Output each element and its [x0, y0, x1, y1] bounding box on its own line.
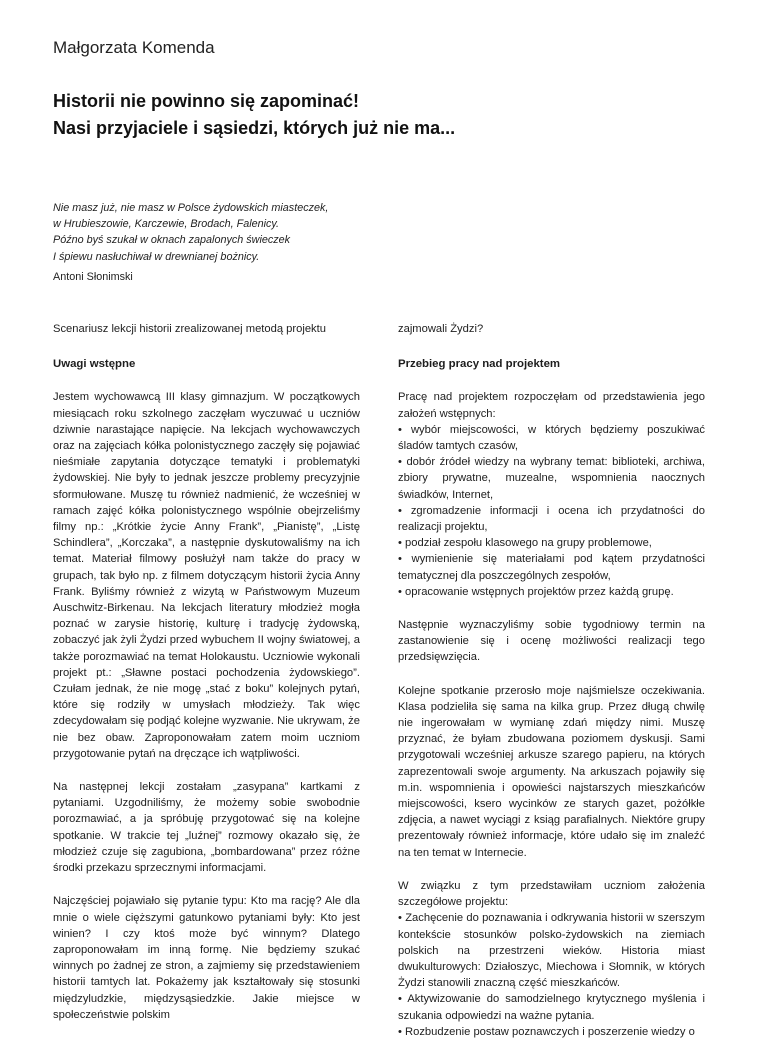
- epigraph-line: Nie masz już, nie masz w Polsce żydowskich miasteczek,: [53, 202, 329, 214]
- body-paragraph: Na następnej lekcji zostałam „zasypana” kartkami z pytaniami. Uzgodniliśmy, że możemy sobie swobodnie porozmawiać, a ja spróbuję przygotować się na kolejne spotkanie. W trakcie tej „luźnej” rozmowy okazało się, że młodzież czuje się zagubiona, „bombardowana” przez różne środki przekazu sprzecznymi informacjami.: [53, 781, 360, 875]
- section-heading-uwagi: Uwagi wstępne: [53, 358, 136, 371]
- bullet-item: • dobór źródeł wiedzy na wybrany temat: biblioteki, archiwa, zbiory prywatne, muzealne, wspomnienia naocznych świadków, Internet,: [398, 456, 705, 501]
- body-paragraph: Najczęściej pojawiało się pytanie typu: Kto ma rację? Ale dla mnie o wiele cięższymi gatunkowo pytaniami były: Kto jest winien? I czy ktoś może być winnym? Dlatego zaproponowałam im inną formę. Nie będziemy szukać winnych po żadnej ze stron, a zajmiemy się przedstawieniem historii tamtych lat. Pokażemy jak kształtowały się stosunki międzyludzkie, międzysąsiedzkie. Jakie miejsce w społeczeństwie polskim: [53, 895, 360, 1021]
- title-line-2: Nasi przyjaciele i sąsiedzi, których już nie ma...: [53, 118, 456, 138]
- section-heading-przebieg: Przebieg pracy nad projektem: [398, 358, 561, 371]
- title-line-1: Historii nie powinno się zapominać!: [53, 91, 360, 111]
- continuation-text: zajmowali Żydzi?: [398, 323, 484, 335]
- intro-sentence: Pracę nad projektem rozpoczęłam od przedstawienia jego założeń wstępnych:: [398, 391, 705, 420]
- goal-item: • Rozbudzenie postaw poznawczych i poszerzenie wiedzy o: [398, 1025, 695, 1038]
- intro-sentence: W związku z tym przedstawiłam uczniom założenia szczegółowe projektu:: [398, 879, 705, 909]
- bullet-item: • wymienienie się materiałami pod kątem przydatności tematycznej dla poszczególnych zespołów,: [398, 553, 705, 582]
- body-paragraph: [398, 878, 705, 1040]
- body-paragraph: Jestem wychowawcą III klasy gimnazjum. W początkowych miesiącach roku szkolnego zaczęłam wyczuwać u uczniów dziwnie narastające napięcie. Na lekcjach wychowawczych oraz na zajęciach kółka polonistycznego zaczęły się pojawiać nieśmiałe zapytania dotyczące tematyki i problematyki żydowskiej. Nie były to jednak jeszcze problemy precyzyjnie sformułowane. Muszę tu również nadmienić, że wcześniej w ramach zajęć kółka polonistycznego wspólnie obejrzeliśmy filmy np.: „Krótkie życie Anny Frank”, „Pianistę”, „Listę Schindlera”, „Korczaka”, a następnie dyskutowaliśmy na ich temat. Materiał filmowy posłużył nam także do pracy w grupach, tak było np. z filmem dotyczącym historii życia Anny Frank. Byliśmy również z wizytą w Państwowym Muzeum Auschwitz-Birkenau. Na lekcjach literatury młodzież mogła poznać w zarysie historię, kulturę i tradycję żydowską, zobaczyć jak żyli Żydzi przed wybuchem II wojny światowej, a także porozmawiać na temat Holokaustu. Uczniowie wykonali projekt pt.: „Sławne postaci pochodzenia żydowskiego”. Czułam jednak, że nie mogę „stać z boku” kolejnych pytań, które się rodziły w umysłach młodzieży. Tak więc zdecydowałam się podjąć kolejne wyzwanie. Nie ukrywam, że nie bez obaw. Zaproponowałam zatem moim uczniom przygotowanie pytań na dręczące ich wątpliwości.: [53, 391, 360, 760]
- epigraph-line: Późno byś szukał w oknach zapalonych świeczek: [53, 234, 291, 247]
- goal-item: • Zachęcenie do poznawania i odkrywania historii w szerszym kontekście stosunków polsko-żydowskich na ziemiach polskich na przestrzeni wieków. Historia miast dwukulturowych: Działoszyc, Miechowa i Słomnik, w których Żydzi stanowili znaczną część mieszkańców.: [398, 912, 705, 990]
- subtitle-intro: Scenariusz lekcji historii zrealizowanej metodą projektu: [53, 323, 326, 335]
- epigraph-attribution: Antoni Słonimski: [53, 271, 133, 283]
- right-column: [398, 321, 705, 1057]
- article-title: [53, 88, 733, 142]
- bullet-item: • podział zespołu klasowego na grupy problemowe,: [398, 537, 652, 550]
- epigraph-line: w Hrubieszowie, Karczewie, Brodach, Falenicy.: [53, 218, 280, 231]
- body-paragraph: [398, 389, 705, 600]
- author-name: Małgorzata Komenda: [53, 38, 215, 57]
- epigraph-line: I śpiewu nasłuchiwał w drewnianej bożnicy.: [53, 250, 260, 263]
- left-column: [53, 321, 360, 1040]
- goal-item: • Aktywizowanie do samodzielnego krytycznego myślenia i szukania odpowiedzi na ważne pytania.: [398, 993, 705, 1022]
- bullet-item: • wybór miejscowości, w których będziemy poszukiwać śladów tamtych czasów,: [398, 423, 705, 453]
- bullet-item: • opracowanie wstępnych projektów przez każdą grupę.: [398, 585, 674, 598]
- body-paragraph: Następnie wyznaczyliśmy sobie tygodniowy termin na zastanowienie się i ocenę możliwości realizacji tego przedsięwzięcia.: [398, 619, 705, 664]
- body-paragraph: Kolejne spotkanie przerosło moje najśmielsze oczekiwania. Klasa podzieliła się sama na kilka grup. Przez długą chwilę nie ingerowałam w wymianę zdań między nimi. Muszę przyznać, że byłam zbudowana poziomem dyskusji. Sami przygotowali wcześniej arkusze szarego papieru, na których zaprezentowali swoje argumenty. Na arkuszach pojawiły się m.in. wspomnienia i opowieści najstarszych mieszkańców miejscowości, ksero wycinków ze starych gazet, pożółkłe zdjęcia, a nawet wyciągi z ksiąg parafialnych. Niektóre grupy prezentowały również informacje, które udało się im znaleźć na ten temat w Internecie.: [398, 684, 705, 859]
- epigraph-poem: [53, 200, 328, 265]
- bullet-item: • zgromadzenie informacji i ocena ich przydatności do realizacji projektu,: [398, 504, 705, 534]
